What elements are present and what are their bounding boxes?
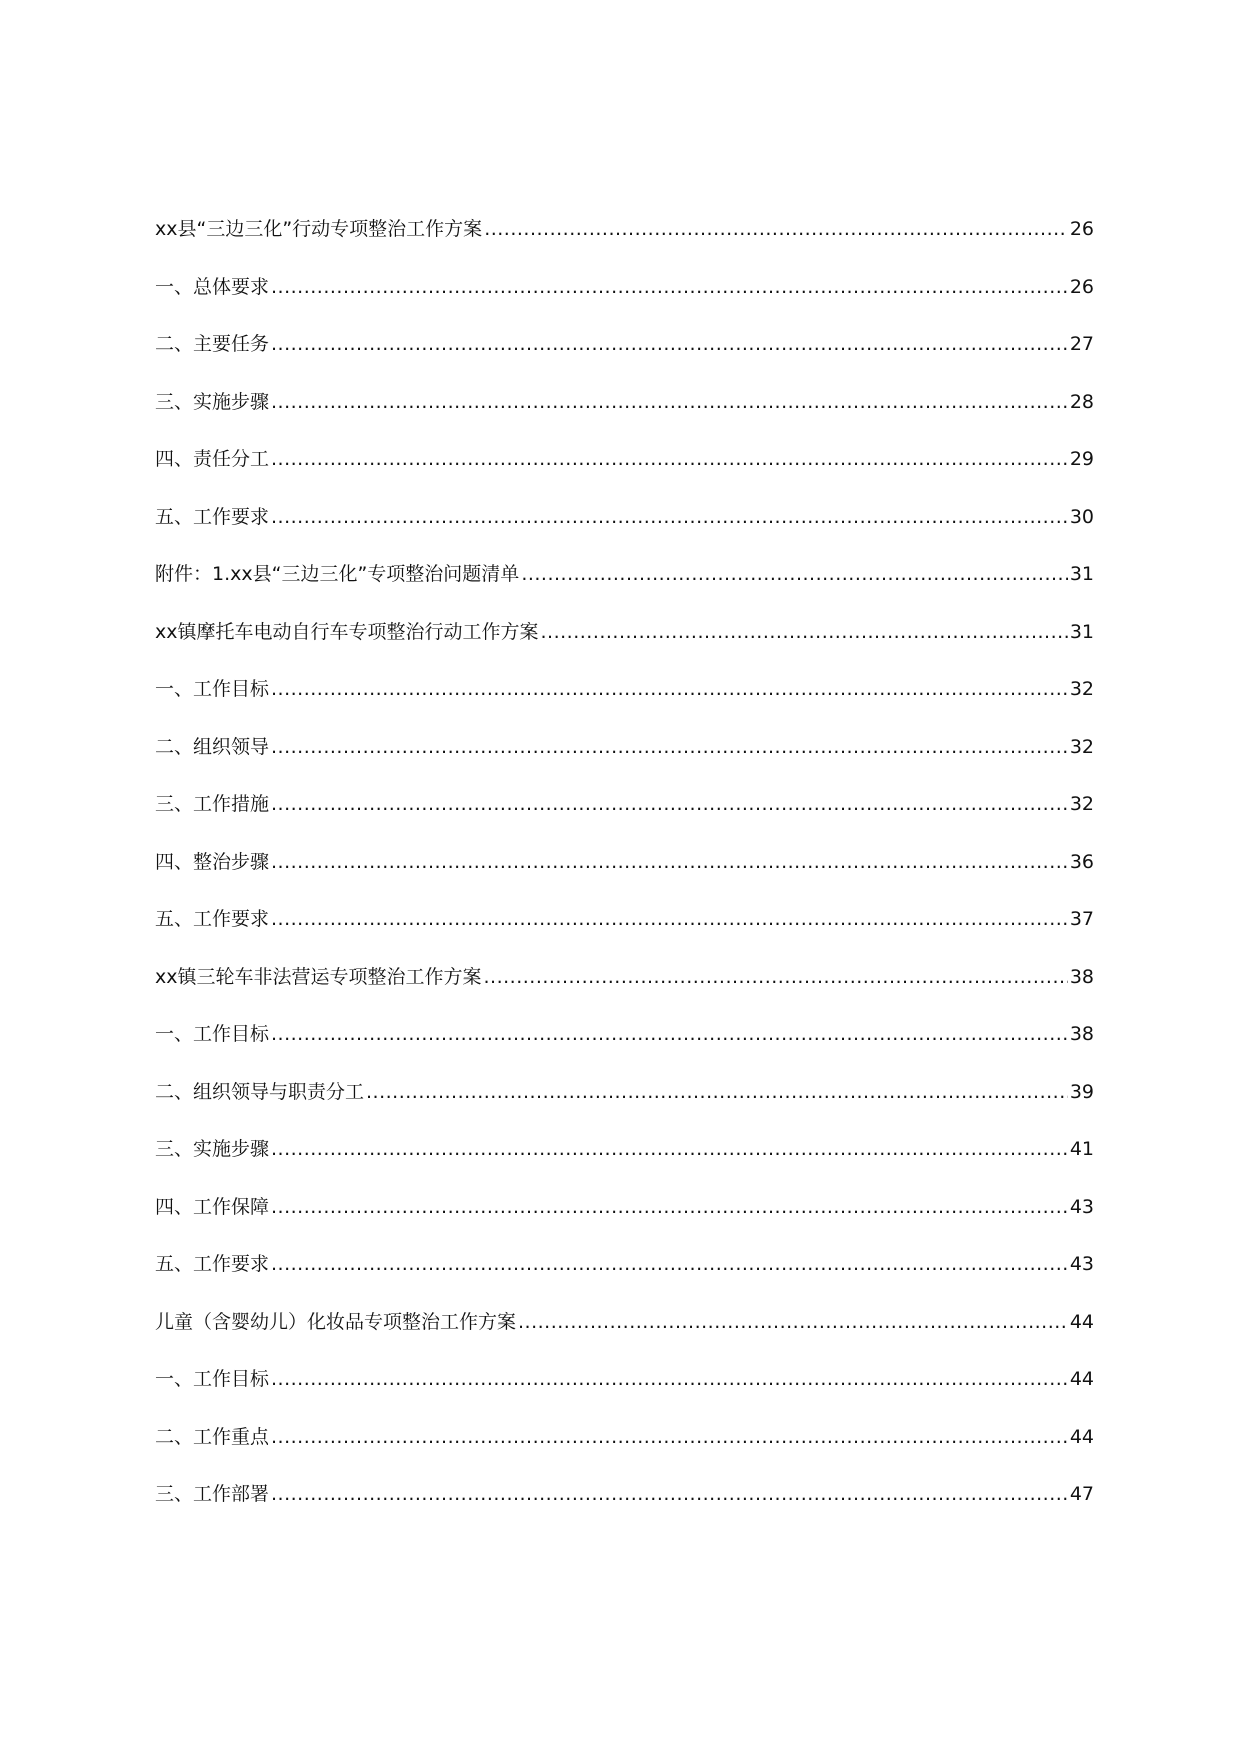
toc-page-number: 31: [1069, 563, 1094, 585]
toc-entry[interactable]: [155, 1359, 1094, 1417]
toc-entry[interactable]: [155, 497, 1094, 555]
toc-entry-title: 五、工作要求: [155, 908, 270, 930]
toc-entry-title: 三、实施步骤: [155, 390, 270, 413]
toc-dot-leader: [271, 267, 1068, 307]
toc-page-number: 36: [1069, 850, 1094, 873]
toc-entry[interactable]: [155, 439, 1094, 497]
toc-entry[interactable]: [155, 1187, 1094, 1245]
toc-entry[interactable]: [155, 267, 1094, 325]
toc-dot-leader: [271, 1244, 1068, 1284]
toc-page-number: 38: [1069, 1023, 1094, 1045]
toc-dot-leader: [518, 1302, 1068, 1342]
toc-page-number: 38: [1069, 965, 1094, 988]
toc-dot-leader: [271, 382, 1068, 422]
toc-entry[interactable]: [155, 784, 1094, 842]
toc-page-number: 43: [1069, 1195, 1094, 1218]
toc-page-number: 39: [1069, 1080, 1094, 1103]
toc-entry-title: xx镇摩托车电动自行车专项整治行动工作方案: [155, 620, 539, 643]
toc-page-number: 32: [1069, 735, 1094, 758]
toc-entry[interactable]: [155, 554, 1094, 612]
toc-dot-leader: [271, 439, 1068, 479]
toc-entry-title: 一、总体要求: [155, 275, 270, 298]
toc-dot-leader: [271, 1014, 1068, 1054]
toc-page-number: 47: [1069, 1483, 1094, 1505]
toc-page-number: 44: [1069, 1368, 1094, 1390]
toc-dot-leader: [271, 1187, 1068, 1227]
toc-page-number: 32: [1069, 793, 1094, 815]
toc-entry-title: 四、责任分工: [155, 448, 270, 470]
toc-entry[interactable]: [155, 1474, 1094, 1532]
toc-page-number: 44: [1069, 1425, 1094, 1448]
toc-page-number: 44: [1069, 1310, 1094, 1333]
toc-entry-title: 一、工作目标: [155, 1023, 270, 1045]
toc-entry-title: 三、工作措施: [155, 793, 270, 815]
toc-entry-title: 一、工作目标: [155, 678, 270, 700]
toc-entry-title: 二、工作重点: [155, 1425, 270, 1448]
toc-entry-title: 二、主要任务: [155, 333, 270, 355]
toc-entry[interactable]: [155, 209, 1094, 267]
toc-page-number: 28: [1069, 390, 1094, 413]
toc-dot-leader: [271, 1417, 1068, 1457]
toc-entry[interactable]: [155, 727, 1094, 785]
toc-entry[interactable]: [155, 1417, 1094, 1475]
toc-entry-title: xx镇三轮车非法营运专项整治工作方案: [155, 965, 482, 988]
toc-dot-leader: [271, 1474, 1068, 1514]
toc-entry[interactable]: [155, 324, 1094, 382]
toc-dot-leader: [271, 842, 1068, 882]
toc-entry-title: 四、工作保障: [155, 1195, 270, 1218]
toc-page-number: 37: [1069, 908, 1094, 930]
toc-page-number: 26: [1069, 275, 1094, 298]
toc-entry-title: 儿童（含婴幼儿）化妆品专项整治工作方案: [155, 1310, 517, 1333]
toc-dot-leader: [271, 1129, 1068, 1169]
toc-dot-leader: [271, 899, 1068, 939]
toc-entry[interactable]: [155, 957, 1094, 1015]
table-of-contents: [155, 209, 1094, 1532]
toc-entry-title: 五、工作要求: [155, 505, 270, 528]
toc-dot-leader: [271, 784, 1068, 824]
toc-entry-title: 二、组织领导: [155, 735, 270, 758]
toc-page-number: 43: [1069, 1253, 1094, 1275]
toc-dot-leader: [484, 957, 1068, 997]
toc-entry-title: xx县“三边三化”行动专项整治工作方案: [155, 218, 483, 240]
toc-dot-leader: [366, 1072, 1068, 1112]
toc-entry[interactable]: [155, 669, 1094, 727]
toc-entry[interactable]: [155, 1072, 1094, 1130]
toc-page-number: 32: [1069, 678, 1094, 700]
toc-page-number: 27: [1069, 333, 1094, 355]
toc-dot-leader: [484, 209, 1068, 249]
toc-entry-title: 二、组织领导与职责分工: [155, 1080, 365, 1103]
toc-entry[interactable]: [155, 612, 1094, 670]
toc-dot-leader: [521, 554, 1068, 594]
toc-entry-title: 三、工作部署: [155, 1483, 270, 1505]
toc-entry[interactable]: [155, 1129, 1094, 1187]
toc-page-number: 29: [1069, 448, 1094, 470]
toc-entry-title: 四、整治步骤: [155, 850, 270, 873]
toc-entry-title: 附件：1.xx县“三边三化”专项整治问题清单: [155, 563, 520, 585]
toc-page-number: 41: [1069, 1138, 1094, 1160]
toc-entry-title: 五、工作要求: [155, 1253, 270, 1275]
toc-entry[interactable]: [155, 899, 1094, 957]
toc-dot-leader: [271, 497, 1068, 537]
toc-entry[interactable]: [155, 382, 1094, 440]
toc-entry[interactable]: [155, 1244, 1094, 1302]
toc-dot-leader: [541, 612, 1068, 652]
toc-entry[interactable]: [155, 842, 1094, 900]
toc-dot-leader: [271, 727, 1068, 767]
toc-entry-title: 三、实施步骤: [155, 1138, 270, 1160]
toc-page-number: 30: [1069, 505, 1094, 528]
toc-entry[interactable]: [155, 1014, 1094, 1072]
toc-dot-leader: [271, 324, 1068, 364]
toc-entry[interactable]: [155, 1302, 1094, 1360]
toc-entry-title: 一、工作目标: [155, 1368, 270, 1390]
toc-page-number: 26: [1069, 218, 1094, 240]
toc-page-number: 31: [1069, 620, 1094, 643]
toc-dot-leader: [271, 669, 1068, 709]
toc-dot-leader: [271, 1359, 1068, 1399]
